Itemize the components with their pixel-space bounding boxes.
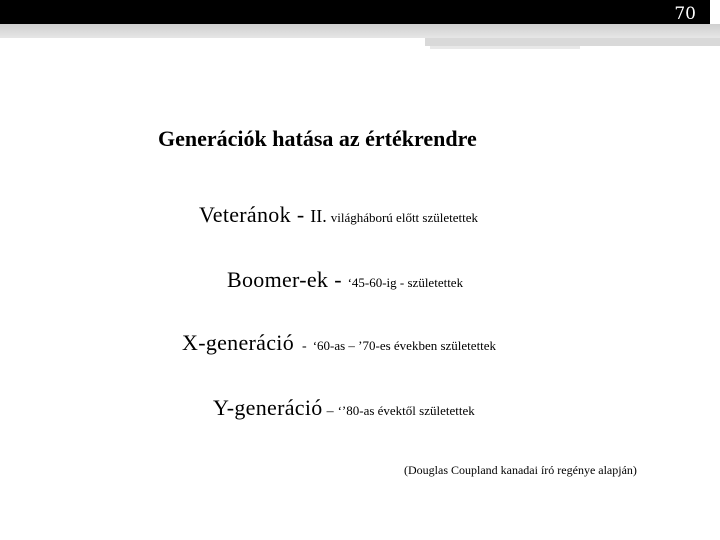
generation-description: ‘60-as – ’70-es években születettek	[312, 338, 497, 353]
header-shade-line	[430, 46, 580, 49]
generation-row-y	[213, 395, 475, 421]
generation-term: Y-generáció	[213, 395, 323, 420]
generation-term: Veteránok	[199, 202, 291, 227]
header-shade-accent	[425, 38, 720, 46]
generation-row-x	[182, 330, 496, 356]
generation-term: X-generáció	[182, 330, 295, 355]
page-number: 70	[674, 4, 696, 24]
header-shade	[0, 24, 720, 38]
generation-separator: -	[334, 267, 342, 292]
generation-desc-roman: II.	[310, 206, 327, 226]
source-note: (Douglas Coupland kanadai író regénye alapján)	[404, 463, 637, 477]
slide-title: Generációk hatása az értékrendre	[158, 126, 477, 151]
generation-description: világháború előtt születettek	[330, 210, 479, 225]
generation-row-veterans	[199, 202, 478, 228]
header-band	[0, 0, 710, 24]
generation-row-boomers	[227, 267, 463, 293]
generation-separator: –	[326, 404, 334, 419]
generation-separator: -	[296, 202, 305, 227]
generation-term: Boomer-ek	[227, 267, 329, 292]
generation-description: ‘45-60-ig - születettek	[347, 275, 464, 290]
generation-description: ‘’80-as évektől születettek	[337, 403, 475, 418]
generation-separator: -	[302, 339, 307, 354]
